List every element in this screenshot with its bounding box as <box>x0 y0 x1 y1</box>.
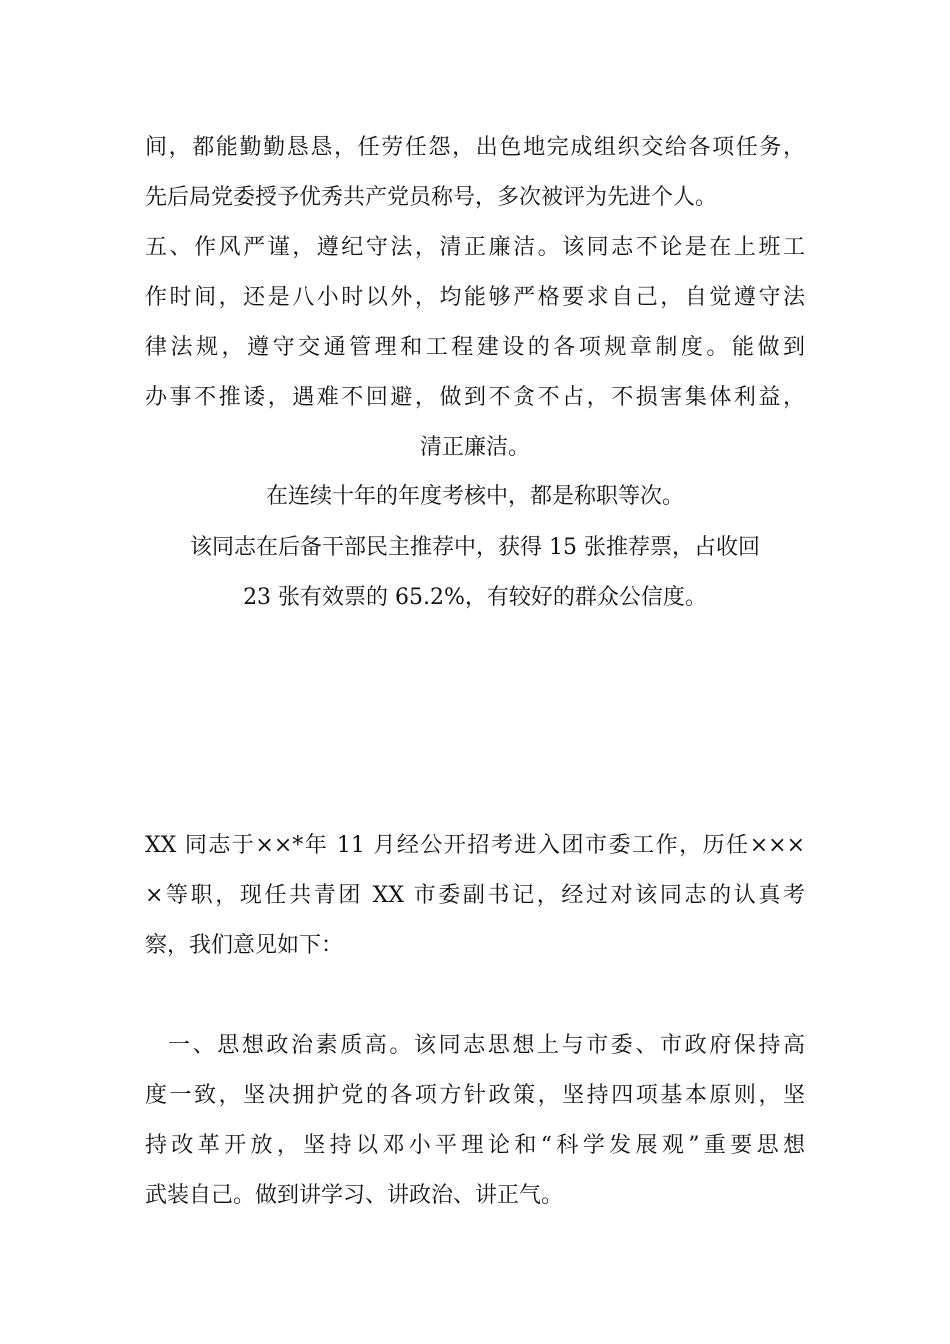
section-line: 持改革开放，坚持以邓小平理论和“科学发展观”重要思想 <box>145 1133 805 1158</box>
section-line: 一、思想政治素质高。该同志思想上与市委、市政府保持高 <box>168 1033 805 1058</box>
paragraph-line: 作时间，还是八小时以外，均能够严格要求自己，自觉遵守法 <box>145 285 805 310</box>
section-line: 度一致，坚决拥护党的各项方针政策，坚持四项基本原则，坚 <box>145 1083 805 1108</box>
intro-line: 察，我们意见如下： <box>145 933 344 958</box>
paragraph-line: 23 张有效票的 65.2%，有较好的群众公信度。 <box>243 585 707 610</box>
paragraph-line: 在连续十年的年度考核中，都是称职等次。 <box>265 484 684 509</box>
intro-line: XX 同志于××*年 11 月经公开招考进入团市委工作，历任××× <box>145 833 805 858</box>
paragraph-line: 清正廉洁。 <box>419 435 530 460</box>
paragraph-line: 律法规，遵守交通管理和工程建设的各项规章制度。能做到 <box>145 335 805 360</box>
paragraph-line: 间，都能勤勤恳恳，任劳任怨，出色地完成组织交给各项任务， <box>145 135 805 160</box>
paragraph-line: 办事不推诿，遇难不回避，做到不贪不占，不损害集体利益， <box>145 385 805 410</box>
section-line: 武装自己。做到讲学习、讲政治、讲正气。 <box>145 1183 564 1208</box>
paragraph-line: 先后局党委授予优秀共产党员称号，多次被评为先进个人。 <box>145 185 718 210</box>
paragraph-line: 五、作风严谨，遵纪守法，清正廉洁。该同志不论是在上班工 <box>145 235 805 260</box>
paragraph-line: 该同志在后备干部民主推荐中，获得 15 张推荐票，占收回 <box>190 535 760 560</box>
intro-line: ×等职，现任共青团 XX 市委副书记，经过对该同志的认真考 <box>145 883 805 908</box>
